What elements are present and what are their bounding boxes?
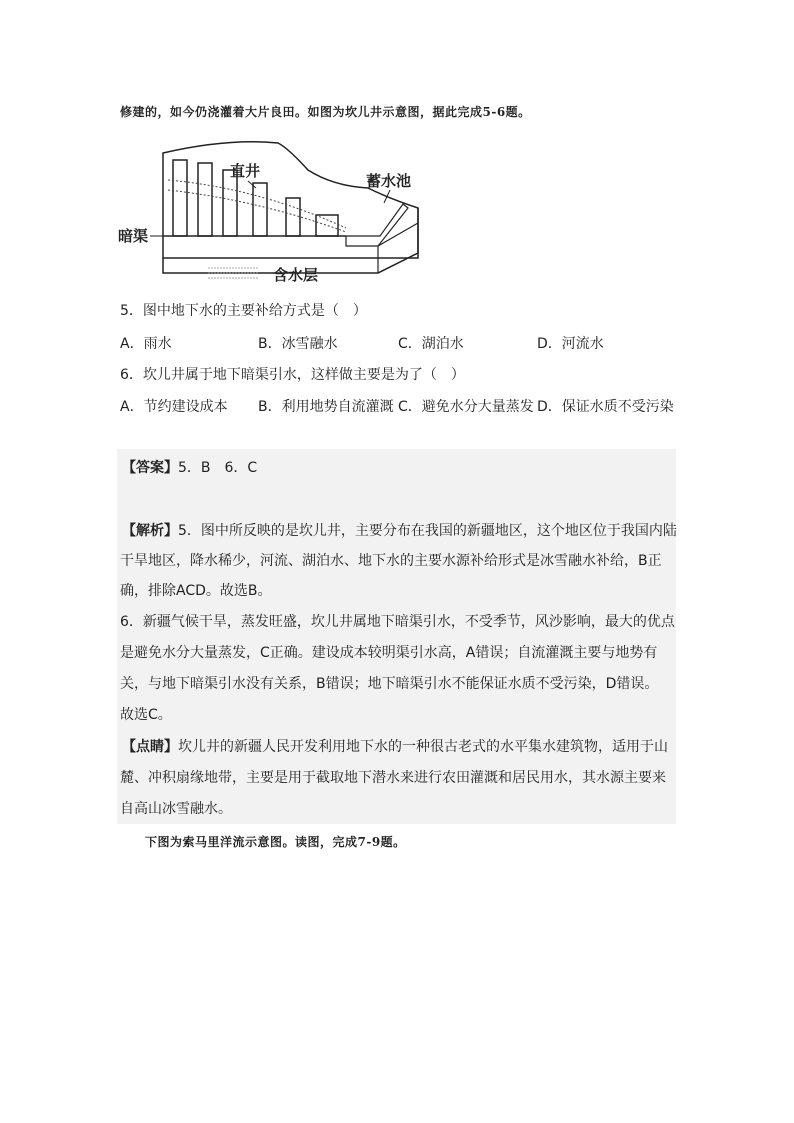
well-2 (198, 163, 212, 236)
label-aquifer: 含水层 (273, 266, 319, 284)
comment-line-2: 麓、冲积扇缘地带，主要是用于截取地下潜水来进行农田灌溉和居民用水，其水源主要来 (120, 770, 666, 786)
analysis-line-1: 【解析】5．图中所反映的是坎儿井，主要分布在我国的新疆地区，这个地区位于我国内陆 (122, 523, 677, 539)
analysis-line-3: 确，排除ACD。故选B。 (120, 583, 272, 599)
comment-tag: 【点睛】 (122, 739, 178, 755)
well-1 (173, 160, 187, 236)
q5-option-a: A．雨水 (120, 336, 172, 352)
q5-option-c: C．湖泊水 (398, 336, 464, 352)
analysis-line-4: 6．新疆气候干旱，蒸发旺盛，坎儿井属地下暗渠引水，不受季节，风沙影响，最大的优点 (120, 614, 675, 630)
comment-line-1: 【点睛】坎儿井的新疆人民开发利用地下水的一种很古老式的水平集水建筑物，适用于山 (122, 739, 668, 755)
q5-option-d: D．河流水 (537, 336, 604, 352)
intro-text: 修建的，如今仍浇灌着大片良田。如图为坎儿井示意图，据此完成5-6题。 (120, 105, 531, 119)
next-section-intro: 下图为索马里洋流示意图。读图，完成7-9题。 (145, 835, 406, 849)
q6-option-c: C．避免水分大量蒸发 (398, 399, 534, 415)
answer-tag: 【答案】 (122, 460, 178, 476)
answer-line (122, 457, 257, 477)
analysis-tag: 【解析】 (122, 523, 178, 539)
karez-diagram (118, 128, 438, 298)
well-4 (253, 183, 267, 236)
terrain-outline (163, 142, 418, 258)
q5-stem: 5．图中地下水的主要补给方式是（ ） (120, 303, 367, 319)
well-5 (286, 198, 300, 236)
q6-stem: 6．坎儿井属于地下暗渠引水，这样做主要是为了（ ） (120, 367, 465, 383)
water-table-line (168, 180, 346, 228)
analysis-line-7: 故选C。 (120, 707, 172, 723)
label-pool: 蓄水池 (366, 172, 412, 190)
q5-option-b: B．冰雪融水 (258, 336, 338, 352)
well-6 (316, 215, 338, 236)
q6-option-a: A．节约建设成本 (120, 399, 228, 415)
q6-option-b: B．利用地势自流灌溉 (258, 399, 394, 415)
analysis-line-6: 关，与地下暗渠引水没有关系，B错误；地下暗渠引水不能保证水质不受污染，D错误。 (120, 676, 659, 692)
label-canal: 暗渠 (118, 227, 149, 245)
answer-text: 5．B 6．C (178, 460, 258, 476)
analysis-line-2: 干旱地区，降水稀少，河流、湖泊水、地下水的主要水源补给形式是冰雪融水补给，B正 (120, 553, 662, 569)
canal-base (163, 208, 418, 273)
analysis-line-5: 是避免水分大量蒸发，C正确。建设成本较明渠引水高，A错误；自流灌溉主要与地势有 (120, 645, 658, 661)
q6-option-d: D．保证水质不受污染 (537, 399, 674, 415)
label-well: 直井 (230, 162, 261, 180)
pool-shape (346, 204, 408, 246)
comment-line-3: 自高山冰雪融水。 (120, 801, 232, 817)
